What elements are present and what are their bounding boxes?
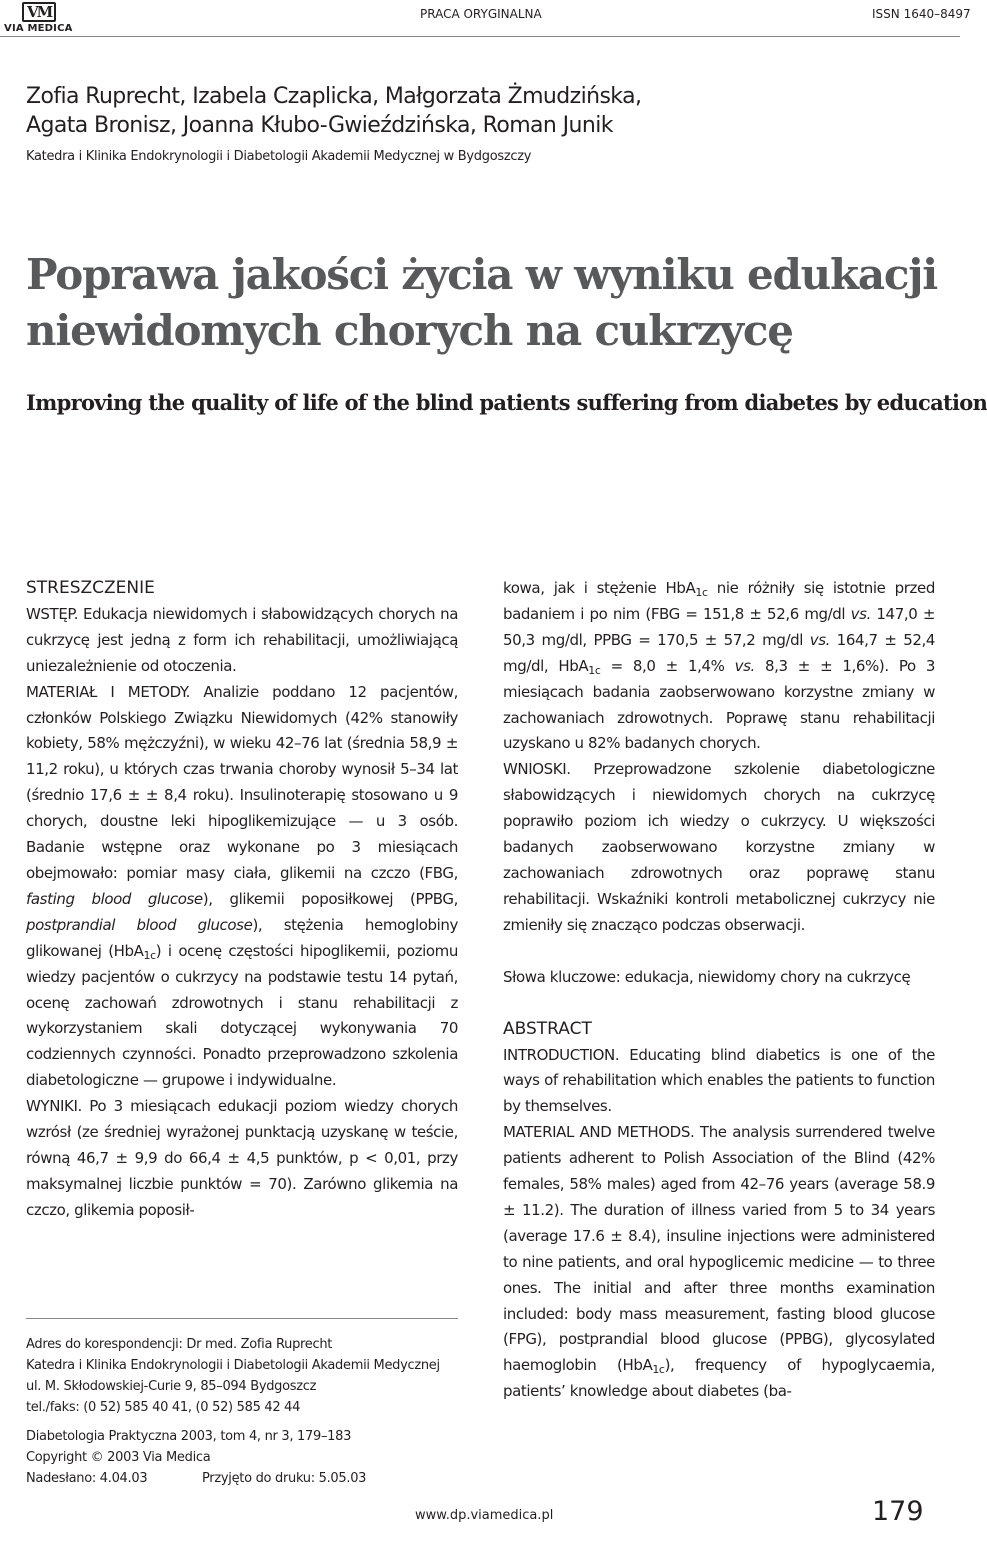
keywords-label: Słowa kluczowe: [503, 967, 621, 986]
title-line: Poprawa jakości życia w wyniku edukacji [26, 250, 938, 299]
authors-line: Zofia Ruprecht, Izabela Czaplicka, Małgorzata Żmudzińska, [26, 84, 642, 109]
affiliation: Katedra i Klinika Endokrynologii i Diabetologii Akademii Medycznej w Bydgoszczy [26, 149, 532, 164]
abstract-intro: INTRODUCTION. Educating blind diabetics is one of the ways of rehabilitation which enables the patients to function by themselves. [503, 1045, 935, 1116]
abstract-heading: ABSTRACT [503, 1018, 592, 1039]
header-divider [0, 36, 960, 37]
summary-heading: STRESZCZENIE [26, 578, 155, 598]
footnote-divider [26, 1318, 458, 1319]
summary-methods: MATERIAŁ I METODY. Analizie poddano 12 pacjentów, członków Polskiego Związku Niewidomych (42% stanowiły kobiety, 58% mężczyźni), w wieku 42–76 lat (średnia 58,9 ± 11,2 roku), u których czas trwania choroby wynosił 5–34 lat (średnio 17,6 ± ± 8,4 roku). Insulinoterapię stosowano u 9 chorych, doustne leki hipoglikemizujące — u 3 osób. Badanie wstępne oraz wykonane po 3 miesiącach obejmowało: pomiar masy ciała, glikemii na czczo (FBG, fasting blood glucose), glikemii poposiłkowej (PPBG, postprandial blood glucose), stężenia hemoglobiny glikowanej (HbA$_{1c}$) i ocenę częstości hipoglikemii, poziomu wiedzy pacjentów o cukrzycy na podstawie testu 14 pytań, ocenę zachowań zdrowotnych i stanu rehabilitacji z wykorzystaniem skali dotyczącej wykonywania 70 codziennych czynności. Ponadto przeprowadzono szkolenia diabetologiczne — grupowe i indywidualne. [26, 682, 458, 1090]
results-tail-text: kowa, jak i stężenie HbA [503, 579, 696, 597]
title-line: niewidomych chorych na cukrzycę [26, 306, 793, 355]
authors-line: Agata Bronisz, Joanna Kłubo-Gwieździńska, Roman Junik [26, 113, 613, 138]
abstract-intro-label: INTRODUCTION. [503, 1045, 620, 1064]
copyright: Copyright © 2003 Via Medica [26, 1450, 211, 1465]
conclusions-label: WNIOSKI. [503, 760, 571, 779]
publisher-logo [4, 2, 72, 36]
summary-intro: WSTĘP. Edukacja niewidomych i słabowidzących chorych na cukrzycę jest jedną z form ich rehabilitacji, umożliwiającą uniezależnienie od otoczenia. [26, 604, 458, 675]
correspondence-street: ul. M. Skłodowskiej-Curie 9, 85–094 Bydgoszcz [26, 1379, 317, 1394]
logo-mark: VM [22, 2, 56, 22]
summary-continued [503, 576, 935, 1405]
issn: ISSN 1640–8497 [872, 7, 971, 21]
page-number: 179 [872, 1496, 924, 1527]
received-date: Nadesłano: 4.04.03 [26, 1471, 148, 1486]
title-polish [26, 247, 946, 359]
methods-label: MATERIAŁ I METODY. [26, 682, 191, 701]
keywords: Słowa kluczowe: edukacja, niewidomy chory na cukrzycę [503, 967, 911, 986]
authors [26, 82, 926, 140]
summary-conclusions: WNIOSKI. Przeprowadzone szkolenie diabetologiczne słabowidzących i niewidomych chorych na cukrzycę poprawiło poziom ich wiedzy o cukrzycy. U większości badanych zaobserwowano korzystne zmiany w zachowaniach zdrowotnych oraz poprawę stanu rehabilitacji. Wskaźniki kontroli metabolicznej cukrzycy nie zmieniły się znacząco podczas obserwacji. [503, 760, 935, 934]
journal-url[interactable]: www.dp.viamedica.pl [415, 1508, 554, 1523]
correspondence [26, 1334, 466, 1489]
correspondence-phone: tel./faks: (0 52) 585 40 41, (0 52) 585 42 44 [26, 1400, 301, 1415]
summary-results: WYNIKI. Po 3 miesiącach edukacji poziom wiedzy chorych wzrósł (ze średniej wyrażonej punktacją uzyskanę w teście, równą 46,7 ± 9,9 do 66,4 ± 4,5 punktów, p < 0,01, przy maksymalnej liczbie punktów = 70). Zarówno glikemia na czczo, glikemia poposił- [26, 1097, 458, 1219]
dates [26, 1468, 466, 1489]
title-english: Improving the quality of life of the blind patients suffering from diabetes by education [26, 390, 987, 415]
correspondence-address: Adres do korespondencji: Dr med. Zofia Ruprecht [26, 1337, 333, 1352]
accepted-date: Przyjęto do druku: 5.05.03 [202, 1471, 367, 1486]
abstract-methods: MATERIAL AND METHODS. The analysis surrendered twelve patients adherent to Polish Association of the Blind (42% females, 58% males) aged from 42–76 years (average 58.9 ± 11.2). The duration of illness varied from 5 to 34 years (average 17.6 ± 8.4), insuline injections were administered to nine patients, and oral hypoglicemic medicine — to three ones. The initial and after three months examination included: body mass measurement, fasting blood glucose (FPG), postprandial blood glucose (PPBG), glycosylated haemoglobin (HbA$_{1c}$), frequency of hypoglycaemia, patients’ knowledge about diabetes (ba- [503, 1123, 935, 1401]
article-type: PRACA ORYGINALNA [420, 7, 542, 21]
abstract-methods-label: MATERIAL AND METHODS. [503, 1123, 695, 1142]
results-label: WYNIKI. [26, 1097, 82, 1116]
publisher-name: VIA MEDICA [4, 23, 73, 34]
summary-results-continued: kowa, jak i stężenie HbA$_{1c}$ nie różniły się istotnie przed badaniem i po nim (FBG = 151,8 ± 52,6 mg/dl vs. 147,0 ± 50,3 mg/dl, PPBG = 170,5 ± 57,2 mg/dl vs. 164,7 ± 52,4 mg/dl, HbA$_{1c}$ = 8,0 ± 1,4% vs. 8,3 ± ± 1,6%). Po 3 miesiącach badania zaobserwowano korzystne zmiany w zachowaniach zdrowotnych. Poprawę stanu rehabilitacji uzyskano u 82% badanych chorych. [503, 579, 935, 753]
journal-citation: Diabetologia Praktyczna 2003, tom 4, nr 3, 179–183 [26, 1429, 352, 1444]
intro-label: WSTĘP. [26, 604, 79, 623]
correspondence-institution: Katedra i Klinika Endokrynologii i Diabetologii Akademii Medycznej [26, 1358, 440, 1373]
summary-polish [26, 576, 458, 1224]
